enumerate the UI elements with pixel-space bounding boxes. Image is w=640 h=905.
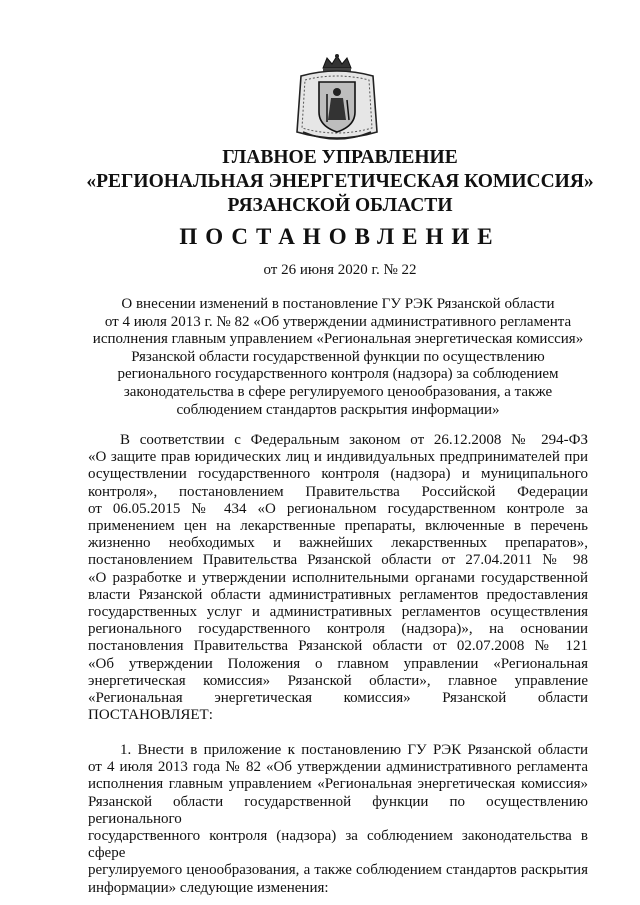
ryazan-coat-of-arms-icon [293, 54, 381, 146]
preamble-line: от 06.05.2015 № 434 «О региональном государственном контроле за [88, 500, 588, 517]
item-1-line: 1. Внести в приложение к постановлению ГУ РЭК Рязанской области [120, 742, 588, 758]
preamble-line: власти Рязанской области административных регламентов предоставления [88, 586, 588, 603]
preamble-line: регионального государственного контроля (надзора)», на основании [88, 621, 588, 638]
item-1-line: Рязанской области государственной функции по осуществлению регионального [88, 793, 588, 827]
decree-resolves-word: ПОСТАНОВЛЯЕТ: [88, 707, 213, 724]
subject-line: исполнения главным управлением «Региональная энергетическая комиссия» [92, 331, 584, 348]
preamble-line: контроля», постановлением Правительства Российской Федерации [88, 483, 588, 500]
preamble-line: «Об утверждении Положения о главном управлении «Региональная [88, 655, 588, 672]
preamble-line: постановлением Правительства Рязанской области от 27.04.2011 № 98 [88, 552, 588, 569]
subject-line: от 4 июля 2013 г. № 82 «Об утверждении административного регламента [104, 313, 572, 330]
item-1-line: от 4 июля 2013 года № 82 «Об утверждении административного регламента [88, 759, 588, 776]
document-type-title: ПОСТАНОВЛЕНИЕ [179, 224, 501, 249]
subject-line: регионального государственного контроля (надзора) за соблюдением [117, 366, 559, 383]
preamble-line: применением цен на лекарственные препараты, включенные в перечень [88, 518, 588, 535]
subject-line: соблюдением стандартов раскрытия информации» [176, 401, 500, 418]
item-1-line: исполнения главным управлением «Региональная энергетическая комиссия» [88, 776, 588, 793]
preamble-paragraph [88, 432, 588, 724]
preamble-line: «Региональная энергетическая комиссия» Рязанской области [88, 690, 588, 707]
document-subject [88, 296, 588, 419]
subject-line: Рязанской области государственной функции по осуществлению [131, 348, 545, 365]
preamble-line: осуществлении государственного контроля (надзора) и муниципального [88, 466, 588, 483]
subject-line: законодательства в сфере регулируемого ценообразования, а также [123, 383, 553, 400]
document-date-number: от 26 июня 2020 г. № 22 [263, 262, 417, 278]
preamble-line: постановления Правительства Рязанской области от 02.07.2008 № 121 [88, 638, 588, 655]
preamble-line: «О защите прав юридических лиц и индивидуальных предпринимателей при [88, 449, 588, 466]
preamble-line: энергетическая комиссия» Рязанской области», главное управление [88, 672, 588, 689]
header-line-3: РЯЗАНСКОЙ ОБЛАСТИ [227, 195, 453, 216]
item-1-line: информации» следующие изменения: [88, 879, 329, 896]
preamble-line: В соответствии с Федеральным законом от 26.12.2008 № 294-ФЗ [120, 432, 588, 448]
header-line-1: ГЛАВНОЕ УПРАВЛЕНИЕ [222, 147, 458, 168]
subject-line: О внесении изменений в постановление ГУ РЭК Рязанской области [121, 296, 555, 312]
issuing-authority-header [40, 146, 640, 218]
header-line-2: «РЕГИОНАЛЬНАЯ ЭНЕРГЕТИЧЕСКАЯ КОМИССИЯ» [86, 171, 594, 192]
item-1-paragraph [88, 742, 588, 897]
preamble-line: «О разработке и утверждении исполнительными органами государственной [88, 569, 588, 586]
item-1-line: государственного контроля (надзора) за соблюдением законодательства в сфере [88, 828, 588, 862]
preamble-line: жизненно необходимых и важнейших лекарственных препаратов», [88, 535, 588, 552]
preamble-line: государственных услуг и административных регламентов осуществления [88, 604, 588, 621]
item-1-line: регулируемого ценообразования, а также соблюдением стандартов раскрытия [88, 862, 588, 879]
